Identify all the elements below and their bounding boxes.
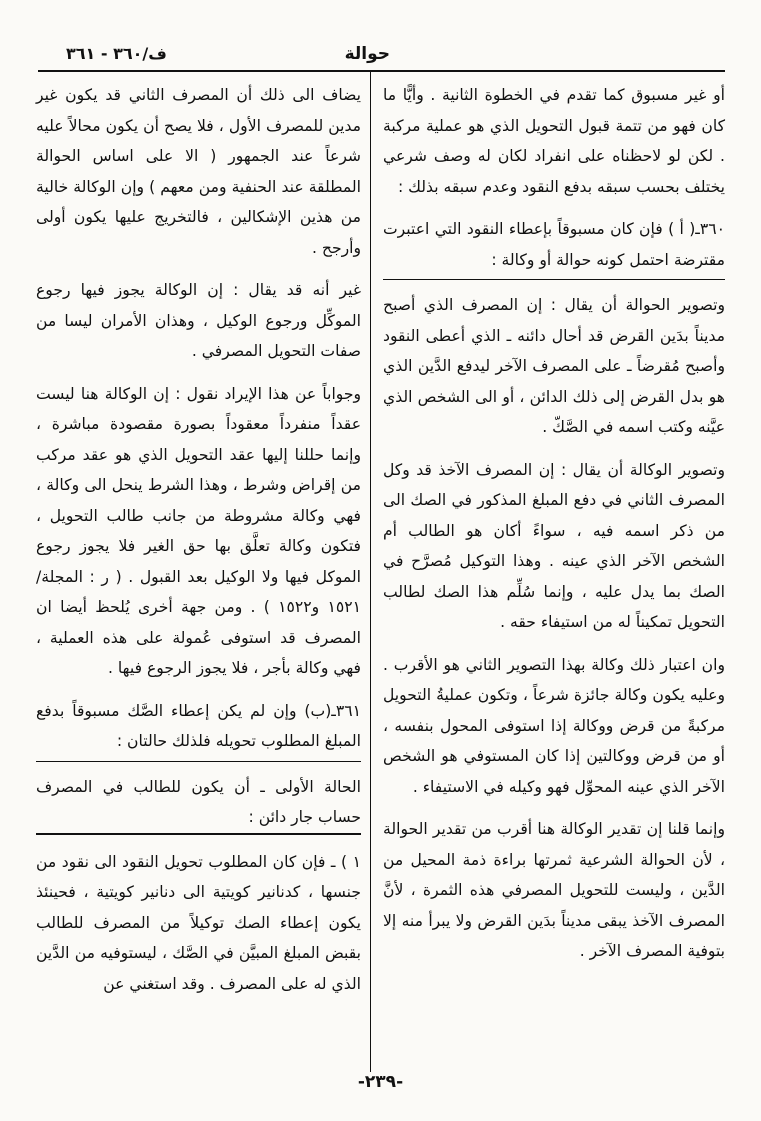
paragraph: ٣٦٠ـ( أ ) فإن كان مسبوقاً بإعطاء النقود التي اعتبرت مقترضة احتمل كونه حوالة أو وكالة :: [383, 214, 725, 280]
case-heading-text: الحالة الأولى ـ أن يكون للطالب في المصرف حساب جار دائن :: [36, 772, 361, 835]
header-rule: [38, 70, 725, 72]
column-divider: [370, 72, 371, 1072]
left-column: [36, 80, 361, 1011]
running-title: حوالة: [344, 44, 390, 64]
page-number: -٢٣٩-: [357, 1072, 404, 1092]
paragraph: وتصوير الوكالة أن يقال : إن المصرف الآخذ قد وكل المصرف الثاني في دفع المبلغ المذكور في الصك الى من ذكر اسمه فيه ، سواءً أكان هو الطالب أم الشخص الآخر الذي عينه . وهذا التوكيل مُصرَّح في الصك بما يدل عليه ، وإنما سُلِّم هذا الصك لطالب التحويل تمكيناً له من استيفاء حقه .: [383, 460, 725, 631]
paragraph: يضاف الى ذلك أن المصرف الثاني قد يكون غير مدين للمصرف الأول ، فلا يصح أن يكون محالاً عليه شرعاً عند الجمهور ( الا على اساس الحوالة المطلقة عند الحنفية ومن معهم ) وإن الوكالة خالية من هذين الإشكالين ، فالتخريج عليها يكون أولى وأرجح .: [36, 86, 361, 257]
paragraph: وإنما قلنا إن تقدير الوكالة هنا أقرب من تقدير الحوالة ، لأن الحوالة الشرعية ثمرتها براءة ذمة المحيل من الدَّين ، وليست للتحويل المصرفي هذه الثمرة ، لأنَّ المصرف الآخذ يبقى مديناً بدَين القرض ولا يبرأ منه إلا بتوفية المصرف الآخر .: [383, 820, 725, 960]
paragraph: وجواباً عن هذا الإيراد نقول : إن الوكالة هنا ليست عقداً منفرداً معقوداً بصورة مقصودة مباشرة ، وإنما حللنا إليها عقد التحويل الذي هو عقد مركب من إقراض وشرط ، وهذا الشرط ينحل الى وكالة ، فهي وكالة مشروطة من جانب طالب التحويل ، فتكون وكالة تعلَّق بها حق الغير فلا يجوز رجوع الموكل فيها ولا الوكيل بعد القبول . ( ر : المجلة/١٥٢١ و١٥٢٢ ) . ومن جهة أخرى يُلحظ أيضا ان المصرف قد استوفى عُمولة على هذه العملية ، فهي وكالة بأجر ، فلا يجوز الرجوع فيها .: [36, 384, 361, 677]
section-range: ف/٣٦٠ - ٣٦١: [66, 44, 167, 63]
paragraph: غير أنه قد يقال : إن الوكالة يجوز فيها رجوع الموكِّل ورجوع الوكيل ، وهذان الأمران ليسا من صفات التحويل المصرفي .: [36, 281, 361, 360]
paragraph: وتصوير الحوالة أن يقال : إن المصرف الذي أصبح مديناً بدَين القرض قد أحال دائنه ـ الذي أعطى النقود وأصبح مُقرضاً ـ على المصرف الآخر ليدفع الدَّين الذي هو بدل القرض إلى ذلك الدائن ، أو الى الشخص الذي عيَّنه وكتب اسمه في الصَّكّ .: [383, 296, 725, 436]
paragraph: ١ ) ـ فإن كان المطلوب تحويل النقود الى نقود من جنسها ، كدنانير كويتية الى دنانير كويتية ، فحينئذ يكون إعطاء الصك توكيلاً من المصرف للطالب بقبض المبلغ المبيَّن في الصَّك ، ليستوفيه من الدَّين الذي له على المصرف . وقد استغني عن: [36, 852, 361, 993]
paragraph: ٣٦١ـ(ب) وإن لم يكن إعطاء الصَّك مسبوقاً بدفع المبلغ المطلوب تحويله فلذلك حالتان :: [36, 696, 361, 762]
paragraph: وان اعتبار ذلك وكالة بهذا التصوير الثاني هو الأقرب . وعليه يكون وكالة جائزة شرعاً ، وتكون عمليةُ التحويل مركبةً من قرض ووكالة إذا استوفى المحول بنفسه ، أو من قرض ووكالتين إذا كان المستوفي هو الشخص الآخر الذي عينه المحوِّل فهو وكيله في الاستيفاء .: [383, 655, 725, 796]
paragraph: أو غير مسبوق كما تقدم في الخطوة الثانية . وأيًّا ما كان فهو من تتمة قبول التحويل الذي هو عملية مركبة . لكن لو لاحظناه على انفراد لكان له وصف شرعي يختلف بحسب سبقه بدفع النقود وعدم سبقه بذلك :: [383, 86, 725, 196]
page-header: [36, 32, 725, 72]
case-heading: [36, 772, 361, 835]
right-column: [383, 80, 725, 979]
